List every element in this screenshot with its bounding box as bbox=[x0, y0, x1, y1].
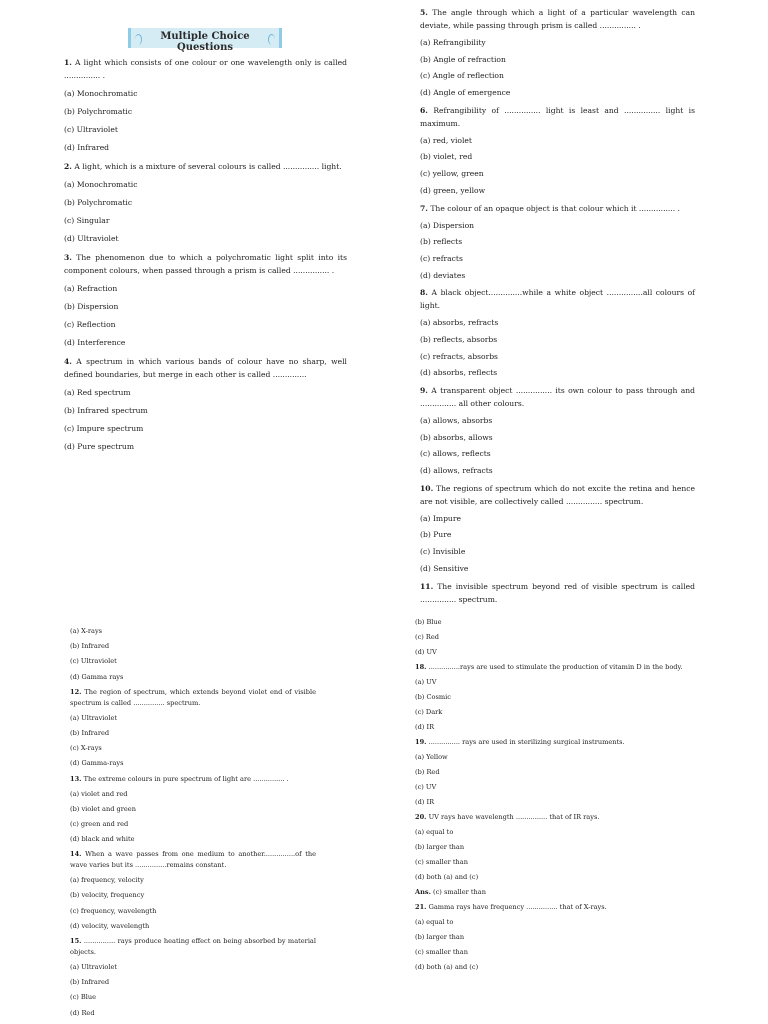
question-text: The invisible spectrum beyond red of visible spectrum is called ............... spectrum. bbox=[420, 581, 695, 604]
question-number: 21. bbox=[415, 903, 427, 911]
option: (b) Pure bbox=[420, 530, 452, 540]
option: (d) both (a) and (c) bbox=[415, 873, 479, 881]
option: (a) Ultraviolet bbox=[70, 713, 118, 722]
top-left-column bbox=[64, 56, 347, 459]
option: (a) Impure bbox=[420, 513, 461, 523]
question bbox=[420, 482, 695, 508]
question bbox=[420, 6, 695, 32]
question-text: The extreme colours in pure spectrum of light are ............... . bbox=[83, 774, 289, 783]
option: (b) Blue bbox=[415, 618, 442, 626]
question-number: 19. bbox=[415, 738, 427, 746]
option: (d) Ultraviolet bbox=[64, 234, 119, 243]
option: (a) Refrangibility bbox=[420, 38, 486, 47]
question-text: The angle through which a light of a particular wavelength can deviate, while passing through prism is called ............... . bbox=[420, 8, 695, 30]
question-text: A light which consists of one colour or one wavelength only is called ............... . bbox=[64, 58, 347, 80]
option: (a) Ultraviolet bbox=[70, 963, 118, 971]
question-text: ............... rays produce heating effect on being absorbed by material objects. bbox=[70, 937, 316, 956]
option: (c) smaller than bbox=[415, 858, 468, 866]
option: (d) absorbs, reflects bbox=[420, 368, 498, 378]
option: (c) UV bbox=[415, 783, 437, 791]
question-number: 20. bbox=[415, 813, 427, 821]
option: (b) larger than bbox=[415, 843, 465, 851]
top-right-column bbox=[420, 6, 695, 611]
option: (a) Dispersion bbox=[420, 220, 475, 230]
question bbox=[64, 251, 347, 277]
option: (b) absorbs, allows bbox=[420, 432, 493, 442]
option: (d) Angle of emergence bbox=[420, 88, 511, 98]
question-text: ............... rays are used in sterilizing surgical instruments. bbox=[428, 738, 625, 746]
question bbox=[70, 774, 316, 785]
question bbox=[415, 812, 691, 823]
option: (c) Singular bbox=[64, 216, 110, 225]
question-text: ...............rays are used to stimulate the production of vitamin D in the body. bbox=[428, 663, 683, 671]
option: (d) green, yellow bbox=[420, 185, 486, 195]
question bbox=[415, 662, 691, 673]
question-number: 15. bbox=[70, 937, 82, 945]
option: (b) Dispersion bbox=[64, 302, 119, 311]
option: (d) allows, refracts bbox=[420, 466, 493, 476]
question-number: 2. bbox=[64, 162, 72, 171]
question-number: 5. bbox=[420, 8, 428, 17]
option: (c) Reflection bbox=[64, 320, 116, 329]
option: (c) Red bbox=[415, 633, 440, 641]
question-number: 9. bbox=[420, 386, 428, 395]
option: (d) Pure spectrum bbox=[64, 442, 135, 451]
question-number: 12. bbox=[70, 687, 82, 696]
question-text: Gamma rays have frequency ............... that of X-rays. bbox=[428, 903, 607, 911]
question-number: 18. bbox=[415, 663, 427, 671]
section-heading-badge bbox=[128, 28, 282, 53]
option: (d) Gamma-rays bbox=[70, 759, 124, 768]
answer-label: Ans. bbox=[415, 888, 431, 896]
option: (b) violet, red bbox=[420, 152, 473, 162]
option: (d) black and white bbox=[70, 835, 135, 844]
question-number: 6. bbox=[420, 105, 428, 115]
option: (a) frequency, velocity bbox=[70, 876, 144, 885]
option: (c) X-rays bbox=[70, 744, 102, 753]
option: (b) velocity, frequency bbox=[70, 891, 145, 900]
answer-text: (c) smaller than bbox=[433, 888, 486, 896]
question-text: The phenomenon due to which a polychromatic light split into its component colours, when passed through a prism is called ............... . bbox=[64, 253, 347, 275]
option: (c) smaller than bbox=[415, 948, 468, 956]
question-text: The region of spectrum, which extends beyond violet end of visible spectrum is called ............... spectrum. bbox=[70, 687, 316, 707]
option: (c) refracts, absorbs bbox=[420, 351, 498, 361]
question-number: 11. bbox=[420, 581, 434, 591]
option: (b) Polychromatic bbox=[64, 198, 133, 207]
option: (b) Polychromatic bbox=[64, 107, 133, 116]
option: (c) Ultraviolet bbox=[70, 657, 117, 666]
option: (a) violet and red bbox=[70, 789, 128, 798]
option: (a) Monochromatic bbox=[64, 89, 138, 98]
option: (b) Infrared bbox=[70, 728, 110, 737]
option: (c) Invisible bbox=[420, 547, 466, 557]
option: (b) Red bbox=[415, 768, 440, 776]
option: (c) Dark bbox=[415, 708, 443, 716]
question-number: 10. bbox=[420, 483, 434, 493]
option: (d) UV bbox=[415, 648, 437, 656]
option: (d) Sensitive bbox=[420, 563, 469, 573]
option: (a) allows, absorbs bbox=[420, 416, 493, 425]
option: (b) Angle of refraction bbox=[420, 54, 506, 64]
option: (b) Infrared bbox=[70, 978, 110, 987]
option: (c) yellow, green bbox=[420, 169, 484, 179]
question-number: 1. bbox=[64, 58, 72, 67]
question-text: A transparent object ............... its own colour to pass through and ............... all other colours. bbox=[420, 386, 695, 408]
question-text: UV rays have wavelength ............... that of IR rays. bbox=[428, 813, 600, 821]
question-number: 14. bbox=[70, 850, 82, 859]
option: (a) Red spectrum bbox=[64, 388, 131, 397]
option: (d) both (a) and (c) bbox=[415, 963, 479, 971]
option: (d) Gamma rays bbox=[70, 672, 124, 681]
question-text: A black object..............while a white object ...............all colours of light. bbox=[420, 288, 695, 311]
question bbox=[420, 286, 695, 312]
answer bbox=[415, 887, 691, 898]
option: (a) X-rays bbox=[70, 627, 103, 635]
question bbox=[64, 355, 347, 381]
question bbox=[64, 160, 347, 173]
option: (b) Cosmic bbox=[415, 693, 451, 701]
question bbox=[70, 687, 316, 709]
option: (d) IR bbox=[415, 798, 435, 806]
option: (c) allows, reflects bbox=[420, 449, 491, 459]
option: (d) velocity, wavelength bbox=[70, 921, 150, 930]
option: (c) Blue bbox=[70, 993, 97, 1002]
option: (a) Monochromatic bbox=[64, 180, 138, 189]
option: (a) equal to bbox=[415, 828, 454, 836]
option: (c) Ultraviolet bbox=[64, 125, 118, 134]
option: (d) Interference bbox=[64, 338, 126, 347]
option: (d) Red bbox=[70, 1008, 95, 1017]
question bbox=[420, 580, 695, 606]
question-number: 7. bbox=[420, 203, 428, 213]
option: (a) red, violet bbox=[420, 135, 472, 145]
question-text: When a wave passes from one medium to another...............of the wave varies but its ...............remains constant. bbox=[70, 850, 316, 870]
question bbox=[420, 384, 695, 410]
option: (c) Impure spectrum bbox=[64, 424, 144, 433]
question bbox=[420, 104, 695, 130]
option: (b) Infrared spectrum bbox=[64, 406, 148, 415]
option: (c) refracts bbox=[420, 253, 463, 263]
option: (a) absorbs, refracts bbox=[420, 318, 499, 328]
option: (b) Infrared bbox=[70, 642, 110, 651]
question-number: 4. bbox=[64, 357, 72, 366]
question-text: A light, which is a mixture of several colours is called ............... light. bbox=[74, 162, 342, 171]
question bbox=[415, 737, 691, 748]
bottom-left-column bbox=[70, 626, 316, 1023]
question bbox=[415, 902, 691, 913]
question bbox=[64, 56, 347, 82]
option: (b) reflects bbox=[420, 237, 463, 247]
swirl-decoration-icon bbox=[268, 34, 275, 45]
question bbox=[420, 202, 695, 215]
question-number: 3. bbox=[64, 253, 72, 262]
option: (a) UV bbox=[415, 678, 437, 686]
question-text: The colour of an opaque object is that colour which it ............... . bbox=[430, 203, 680, 213]
question bbox=[70, 849, 316, 871]
question-number: 13. bbox=[70, 774, 82, 783]
option: (c) frequency, wavelength bbox=[70, 906, 157, 915]
question-number: 8. bbox=[420, 288, 428, 298]
option: (b) violet and green bbox=[70, 804, 136, 813]
option: (a) Yellow bbox=[415, 753, 448, 761]
question bbox=[70, 936, 316, 958]
question-text: Refrangibility of ............... light is least and ............... light is maximum. bbox=[420, 105, 695, 128]
question-text: A spectrum in which various bands of colour have no sharp, well defined boundaries, but merge in each other is called .............. bbox=[64, 357, 347, 379]
option: (d) Infrared bbox=[64, 143, 110, 152]
option: (c) Angle of reflection bbox=[420, 71, 504, 81]
bottom-right-column bbox=[415, 617, 691, 977]
question-text: The regions of spectrum which do not excite the retina and hence are not visible, are collectively called ............... spectrum. bbox=[420, 483, 695, 506]
section-heading: Multiple Choice Questions bbox=[160, 31, 250, 53]
option: (a) equal to bbox=[415, 918, 454, 926]
option: (a) Refraction bbox=[64, 284, 118, 293]
option: (b) larger than bbox=[415, 933, 465, 941]
option: (d) deviates bbox=[420, 270, 466, 280]
option: (c) green and red bbox=[70, 819, 129, 828]
option: (b) reflects, absorbs bbox=[420, 334, 498, 344]
option: (d) IR bbox=[415, 723, 435, 731]
